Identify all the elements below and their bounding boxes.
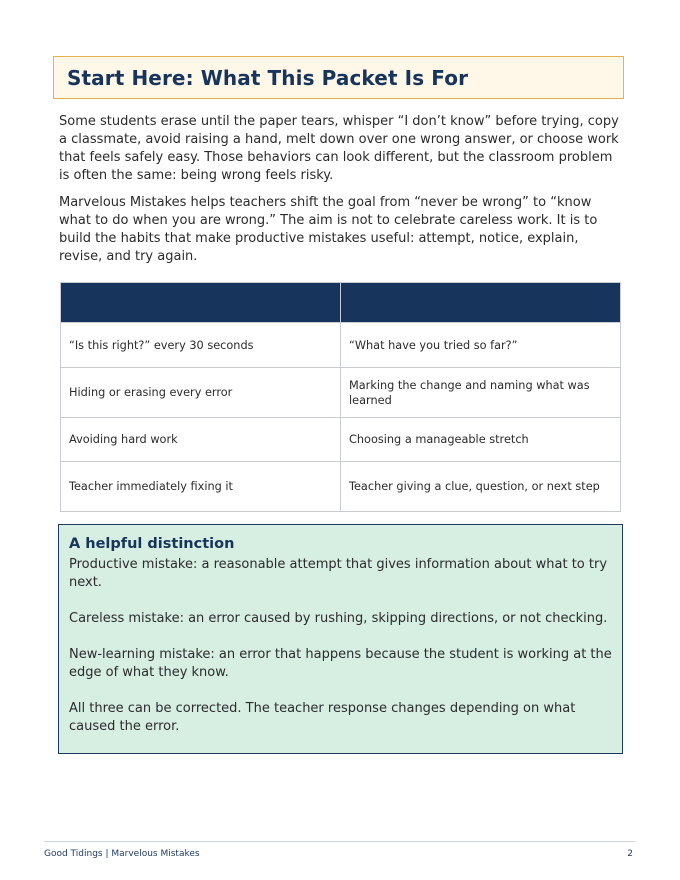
table-row: [61, 418, 621, 462]
comparison-table: [60, 282, 621, 512]
page-title: Start Here: What This Packet Is For: [67, 65, 469, 90]
table-header-row: [61, 283, 621, 323]
intro-paragraph-2: Marvelous Mistakes helps teachers shift the goal from “never be wrong” to “know what to do when you are wrong.” The aim is not to celebrate careless work. It is to build the habits that make productive mistakes useful: attempt, notice, explain, revise, and try again.: [59, 195, 598, 264]
title-banner: [53, 56, 624, 99]
table-header-cell: [341, 283, 621, 323]
table-row: [61, 368, 621, 418]
page-number: 2: [627, 849, 633, 859]
page-footer: [44, 841, 636, 859]
intro-paragraph-1: Some students erase until the paper tears, whisper “I don’t know” before trying, copy a classmate, avoid raising a hand, melt down over one wrong answer, or choose work that feels safely easy. Those behaviors can look different, but the classroom problem is often the same: being wrong feels risky.: [59, 114, 619, 183]
callout-heading: A helpful distinction: [69, 536, 235, 552]
table-cell: Choosing a manageable stretch: [341, 418, 621, 462]
callout-item-summary: All three can be corrected. The teacher response changes depending on what caused the error.: [69, 701, 576, 734]
intro-section: [59, 113, 625, 275]
table-row: [61, 323, 621, 368]
table-header-cell: [61, 283, 341, 323]
callout-item-new-learning: New-learning mistake: an error that happens because the student is working at the edge of what they know.: [69, 647, 612, 680]
distinction-callout: [58, 524, 623, 754]
footer-title: Good Tidings | Marvelous Mistakes: [44, 849, 200, 859]
table-cell: Avoiding hard work: [61, 418, 341, 462]
table-cell: Marking the change and naming what was learned: [341, 368, 621, 418]
table-cell: Hiding or erasing every error: [61, 368, 341, 418]
callout-item-careless: Careless mistake: an error caused by rushing, skipping directions, or not checking.: [69, 611, 608, 626]
table-cell: Teacher giving a clue, question, or next step: [341, 462, 621, 512]
table-cell: “Is this right?” every 30 seconds: [61, 323, 341, 368]
callout-item-productive: Productive mistake: a reasonable attempt that gives information about what to try next.: [69, 557, 608, 590]
table-row: [61, 462, 621, 512]
table-cell: “What have you tried so far?”: [341, 323, 621, 368]
table-cell: Teacher immediately fixing it: [61, 462, 341, 512]
